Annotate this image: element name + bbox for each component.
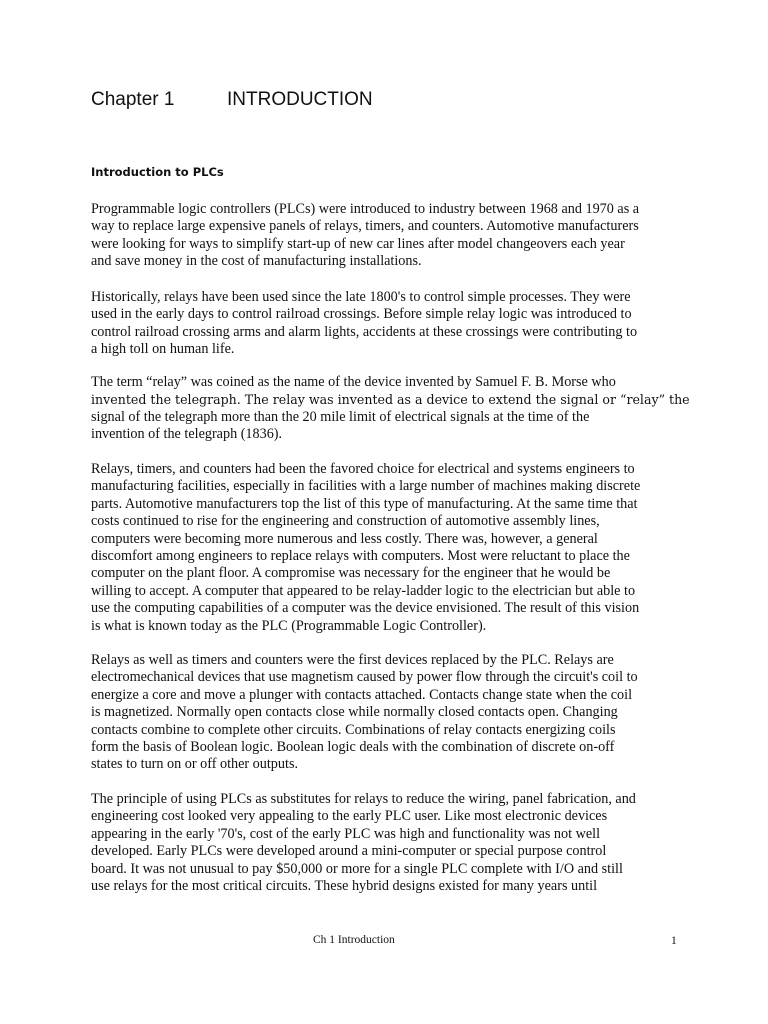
paragraph-line: The principle of using PLCs as substitutes for relays to reduce the wiring, panel fabrication, and [91, 791, 636, 807]
paragraph-line: costs continued to rise for the engineering and construction of automotive assembly lines, [91, 513, 600, 530]
paragraph-line: used in the early days to control railroad crossings. Before simple relay logic was introduced to [91, 306, 632, 323]
paragraph-line: states to turn on or off other outputs. [91, 756, 299, 773]
paragraph-line: discomfort among engineers to replace relays with computers. Most were reluctant to place the [91, 548, 630, 565]
paragraph-line: were looking for ways to simplify start-up of new car lines after model changeovers each year [91, 235, 625, 252]
paragraph-line: energize a core and move a plunger with contacts attached. Contacts change state when the coil [91, 686, 633, 703]
paragraph-line: parts. Automotive manufacturers top the list of this type of manufacturing. At the same time that [91, 495, 638, 512]
paragraph-line: invented the telegraph. The relay was invented as a device to extend the signal or “relay” the [91, 392, 690, 408]
paragraph-line: developed. Early PLCs were developed around a mini-computer or special purpose control [91, 843, 607, 860]
paragraph-line: board. It was not unusual to pay $50,000 or more for a single PLC complete with I/O and still [91, 860, 623, 877]
paragraph-line: a high toll on human life. [91, 341, 235, 358]
paragraph-relay-devices [91, 652, 691, 774]
paragraph-line: manufacturing facilities, especially in facilities with a large number of machines making discrete [91, 478, 641, 495]
paragraph-line: Programmable logic controllers (PLCs) were introduced to industry between 1968 and 1970 as a [91, 201, 640, 217]
paragraph-line: control railroad crossing arms and alarm lights, accidents at these crossings were contributing to [91, 323, 638, 340]
chapter-title: INTRODUCTION [227, 89, 373, 110]
paragraph-history-relays [91, 289, 691, 359]
paragraph-line: use relays for the most critical circuits. These hybrid designs existed for many years until [91, 878, 598, 895]
paragraph-line: Relays, timers, and counters had been the favored choice for electrical and systems engineers to [91, 461, 635, 477]
paragraph-line: computers were becoming more numerous and less costly. There was, however, a general [91, 530, 598, 547]
paragraph-relay-term [91, 374, 691, 444]
section-title: Introduction to PLCs [91, 165, 224, 179]
paragraph-line: invention of the telegraph (1836). [91, 426, 283, 443]
paragraph-line: is magnetized. Normally open contacts close while normally closed contacts open. Changing [91, 704, 618, 721]
chapter-number: Chapter 1 [91, 89, 175, 110]
paragraph-line: form the basis of Boolean logic. Boolean logic deals with the combination of discrete on-off [91, 739, 615, 756]
footer-chapter-label: Ch 1 Introduction [313, 934, 395, 946]
paragraph-line: appearing in the early '70's, cost of the early PLC was high and functionality was not well [91, 825, 601, 842]
chapter-heading [91, 89, 373, 111]
paragraph-computers-vs-relays [91, 461, 691, 635]
paragraph-line: engineering cost looked very appealing to the early PLC user. Like most electronic devices [91, 808, 608, 825]
paragraph-line: is what is known today as the PLC (Programmable Logic Controller). [91, 617, 487, 634]
paragraph-line: use the computing capabilities of a computer was the device envisioned. The result of this vision [91, 600, 640, 617]
paragraph-line: and save money in the cost of manufacturing installations. [91, 253, 422, 270]
paragraph-line: Relays as well as timers and counters were the first devices replaced by the PLC. Relays are [91, 652, 614, 668]
paragraph-line: computer on the plant floor. A compromise was necessary for the engineer that he would be [91, 565, 611, 582]
paragraph-line: The term “relay” was coined as the name of the device invented by Samuel F. B. Morse who [91, 374, 616, 390]
paragraph-line: contacts combine to complete other circuits. Combinations of relay contacts energizing coils [91, 721, 616, 738]
footer-page-number: 1 [671, 935, 677, 947]
paragraph-line: willing to accept. A computer that appeared to be relay-ladder logic to the electrician but able to [91, 582, 636, 599]
paragraph-line: Historically, relays have been used since the late 1800's to control simple processes. They were [91, 289, 631, 305]
paragraph-plc-introduction [91, 201, 691, 271]
paragraph-plc-substitutes [91, 791, 691, 895]
paragraph-line: electromechanical devices that use magnetism caused by power flow through the circuit's coil to [91, 669, 638, 686]
paragraph-line: signal of the telegraph more than the 20 mile limit of electrical signals at the time of the [91, 408, 590, 425]
paragraph-line: way to replace large expensive panels of relays, timers, and counters. Automotive manufacturers [91, 218, 639, 235]
